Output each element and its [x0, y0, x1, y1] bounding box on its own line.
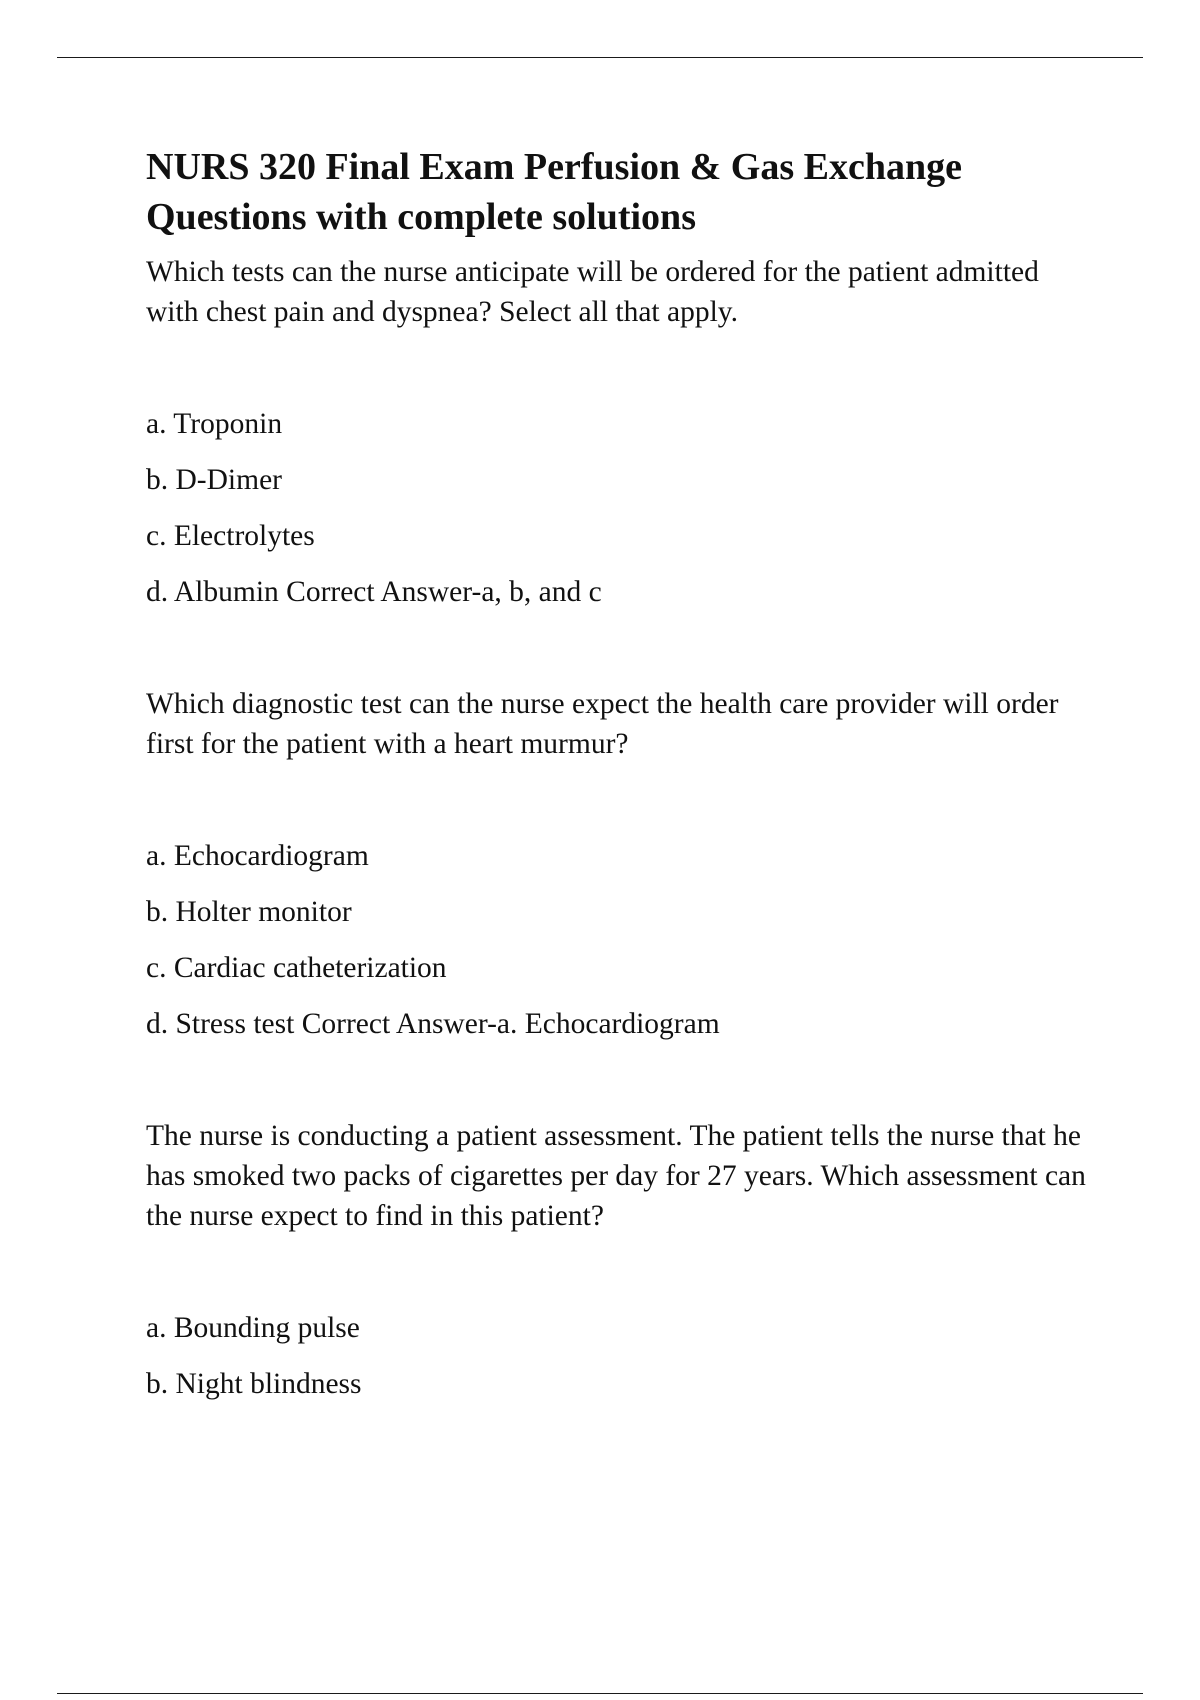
- question-2-options: [146, 836, 1091, 1044]
- option-2a: a. Echocardiogram: [146, 840, 369, 872]
- option-2b: b. Holter monitor: [146, 896, 352, 928]
- option-3a: a. Bounding pulse: [146, 1312, 360, 1344]
- option-1d: d. Albumin Correct Answer-a, b, and c: [146, 576, 602, 608]
- option-1b: b. D-Dimer: [146, 464, 282, 496]
- option-3b: b. Night blindness: [146, 1368, 362, 1400]
- question-3-options: [146, 1308, 1091, 1404]
- option-1c: c. Electrolytes: [146, 520, 315, 552]
- footer-rule: [57, 1693, 1143, 1694]
- header-rule: [57, 57, 1143, 58]
- option-2d: d. Stress test Correct Answer-a. Echocardiogram: [146, 1008, 720, 1040]
- question-3-text: The nurse is conducting a patient assessment. The patient tells the nurse that he has smoked two packs of cigarettes per day for 27 years. Which assessment can the nurse expect to find in this patient?: [146, 1120, 1086, 1232]
- question-block-3: [146, 1116, 1091, 1404]
- document-title: NURS 320 Final Exam Perfusion & Gas Exchange Questions with complete solutions: [146, 146, 962, 238]
- question-1-options: [146, 404, 1091, 612]
- option-1a: a. Troponin: [146, 408, 283, 440]
- page-content: [146, 142, 1091, 1404]
- option-2c: c. Cardiac catheterization: [146, 952, 447, 984]
- question-block-1: [146, 252, 1091, 612]
- question-1-text: Which tests can the nurse anticipate will be ordered for the patient admitted with chest pain and dyspnea? Select all that apply.: [146, 256, 1039, 328]
- question-block-2: [146, 684, 1091, 1044]
- question-2-text: Which diagnostic test can the nurse expect the health care provider will order first for the patient with a heart murmur?: [146, 688, 1059, 760]
